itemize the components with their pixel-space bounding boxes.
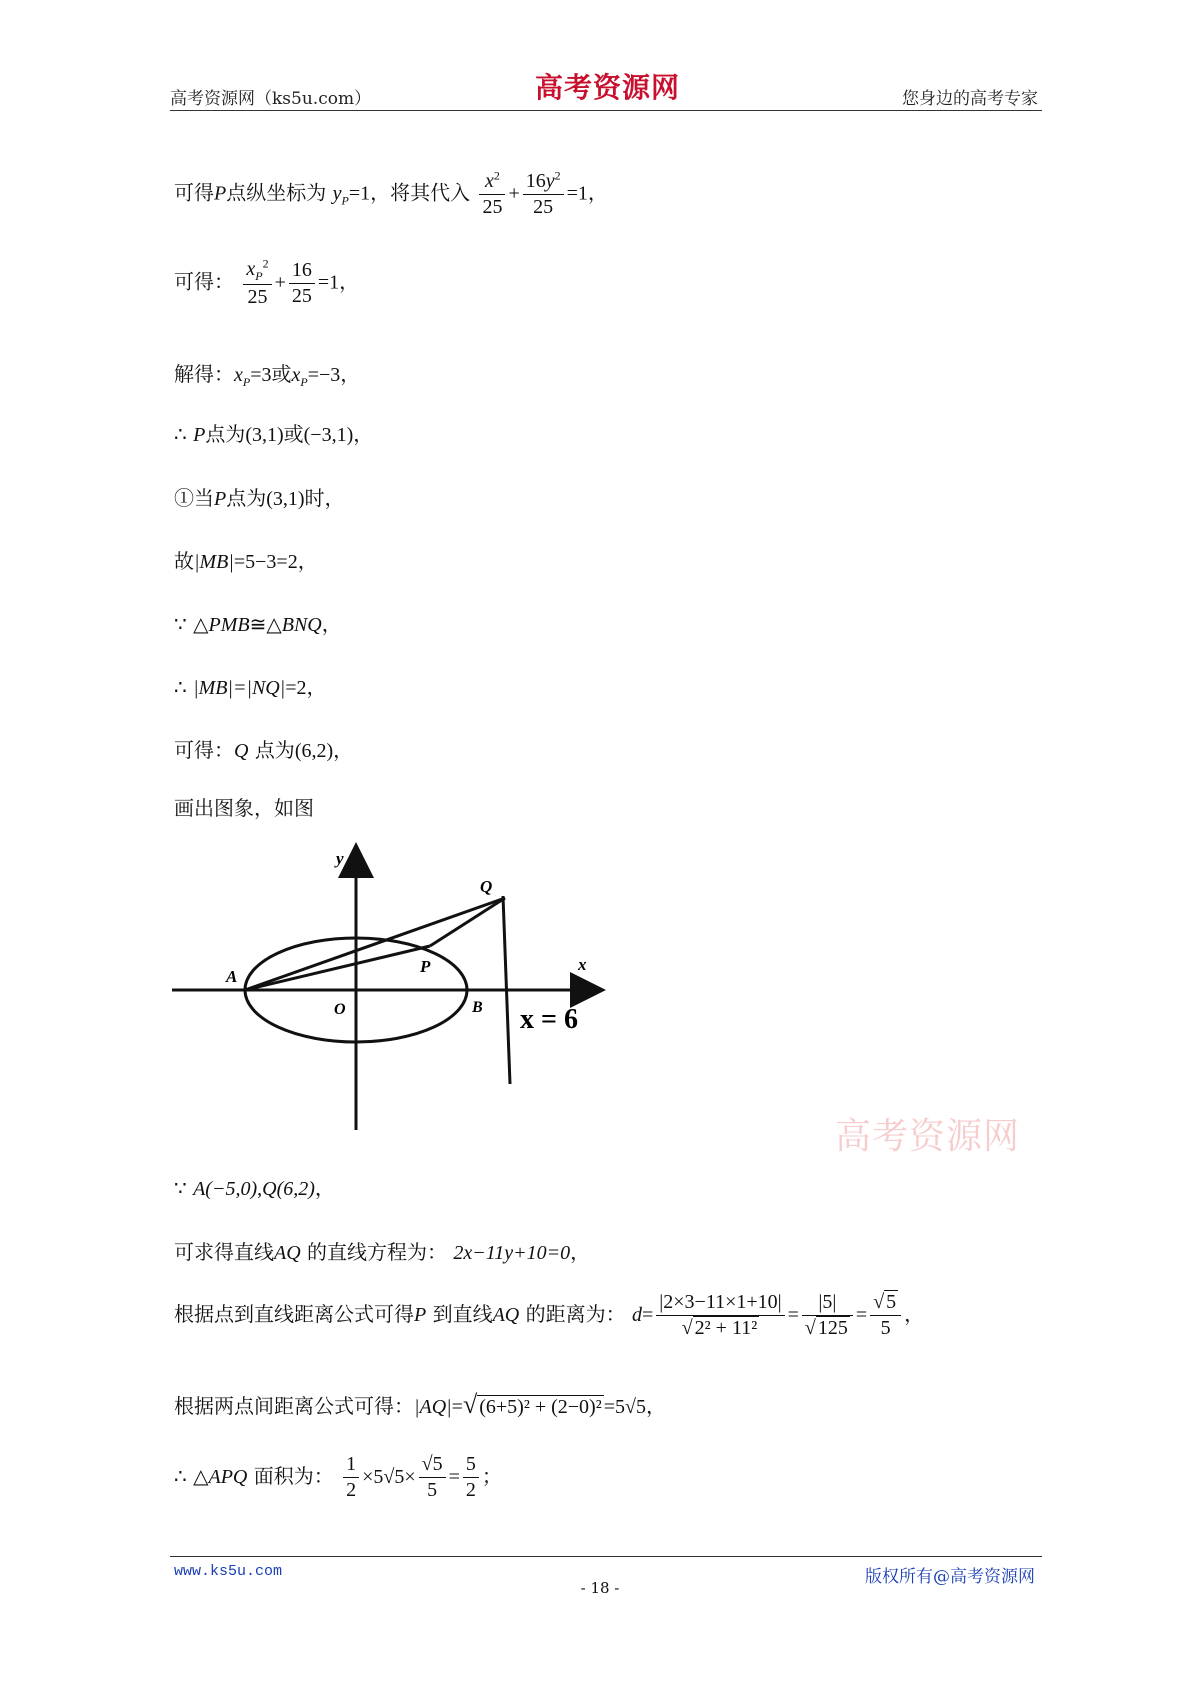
line-3: 解得：$x_P=3$或$x_P=-3$， bbox=[174, 362, 361, 389]
label-x: x bbox=[578, 955, 587, 974]
fraction-5-over-sqrt125: $\frac{|5|}{√ 125}$ bbox=[802, 1290, 853, 1341]
header-right: 您身边的高考专家 bbox=[902, 89, 1038, 109]
line-1: 可得P点纵坐标为 $y_P=1$，将其代入 $\frac{x^2}{25}$ + $\frac{16y^2}{25}$ =1， bbox=[174, 168, 608, 218]
fraction-xp2-over-25: $\frac{x_P^2}{25}$ bbox=[243, 256, 271, 310]
footer-rule bbox=[170, 1556, 1042, 1557]
fraction-x2-over-25: $\frac{x^2}{25}$ bbox=[479, 168, 505, 220]
fraction-16y2-over-25: $\frac{16y^2}{25}$ bbox=[523, 168, 564, 220]
label-y: y bbox=[336, 849, 344, 868]
line-12: 可求得直线AQ 的直线方程为： 2x−11y+10=0， bbox=[174, 1240, 591, 1264]
site-logo: 高考资源网 bbox=[535, 71, 681, 104]
fraction-sqrt5-over-5: $\frac{√ 5}{5}$ bbox=[870, 1290, 901, 1341]
segment-AQ bbox=[245, 898, 505, 990]
line-2: 可得： $\frac{x_P^2}{25}$ + $\frac{16}{25}$ =1， bbox=[174, 256, 360, 308]
ellipse-figure bbox=[170, 838, 610, 1148]
fraction-5-over-2: $\frac{5}{2}$ bbox=[463, 1452, 479, 1503]
line-11: ∵ A(−5,0),Q(6,2)， bbox=[174, 1176, 335, 1200]
watermark: 高考资源网 bbox=[835, 1116, 1021, 1157]
line-9: 可得：Q 点为(6,2)， bbox=[174, 738, 354, 762]
line-8: ∴ |MB|=|NQ|=2， bbox=[174, 675, 327, 699]
footer-copyright: 版权所有@高考资源网 bbox=[865, 1567, 1035, 1587]
label-A: A bbox=[226, 967, 238, 986]
line-15: ∴ △APQ 面积为： $\frac{1}{2}$ ×5√5× $\frac{√5}{5}$ = $\frac{5}{2}$ ； bbox=[174, 1453, 502, 1501]
line-14: 根据两点间距离公式可得：|AQ|=√ (6+5)² + (2−0)² =5√5， bbox=[174, 1390, 666, 1419]
line-5: ①当P点为(3,1)时， bbox=[174, 486, 345, 510]
fraction-1-over-2: $\frac{1}{2}$ bbox=[343, 1452, 359, 1503]
fraction-16-over-25: $\frac{16}{25}$ bbox=[289, 258, 315, 309]
label-O: O bbox=[334, 1001, 346, 1018]
label-P: P bbox=[420, 957, 431, 976]
page-number: - 18 - bbox=[580, 1579, 620, 1597]
label-B: B bbox=[472, 999, 483, 1016]
fraction-sqrt5-over-5-b: $\frac{√5}{5}$ bbox=[419, 1452, 446, 1503]
line-13: 根据点到直线距离公式可得P 到直线AQ 的距离为： d= $\frac{|2\times 3-11\times 1+10|}{\text{√ 2² + 11²}}$ = $\frac{|5|}{√ 125}$ = $\frac{√ 5}{5}$ ， bbox=[174, 1291, 925, 1339]
line-4: ∴ P点为(3,1)或(−3,1)， bbox=[174, 422, 374, 446]
label-Q: Q bbox=[480, 877, 493, 896]
header-rule bbox=[170, 110, 1042, 111]
footer-site-link[interactable]: www.ks5u.com bbox=[174, 1563, 283, 1580]
distance-fraction: $\frac{|2\times 3-11\times 1+10|}{\text{√ 2² + 11²}}$ bbox=[656, 1290, 784, 1341]
line-6: 故|MB|=5−3=2， bbox=[174, 549, 318, 573]
header-left: 高考资源网（ks5u.com） bbox=[170, 89, 372, 109]
label-x-eq-6: x = 6 bbox=[520, 1004, 578, 1035]
segment-AP bbox=[245, 946, 430, 990]
line-7: ∵ △PMB≅△BNQ， bbox=[174, 612, 342, 636]
line-10: 画出图象，如图 bbox=[174, 796, 314, 820]
